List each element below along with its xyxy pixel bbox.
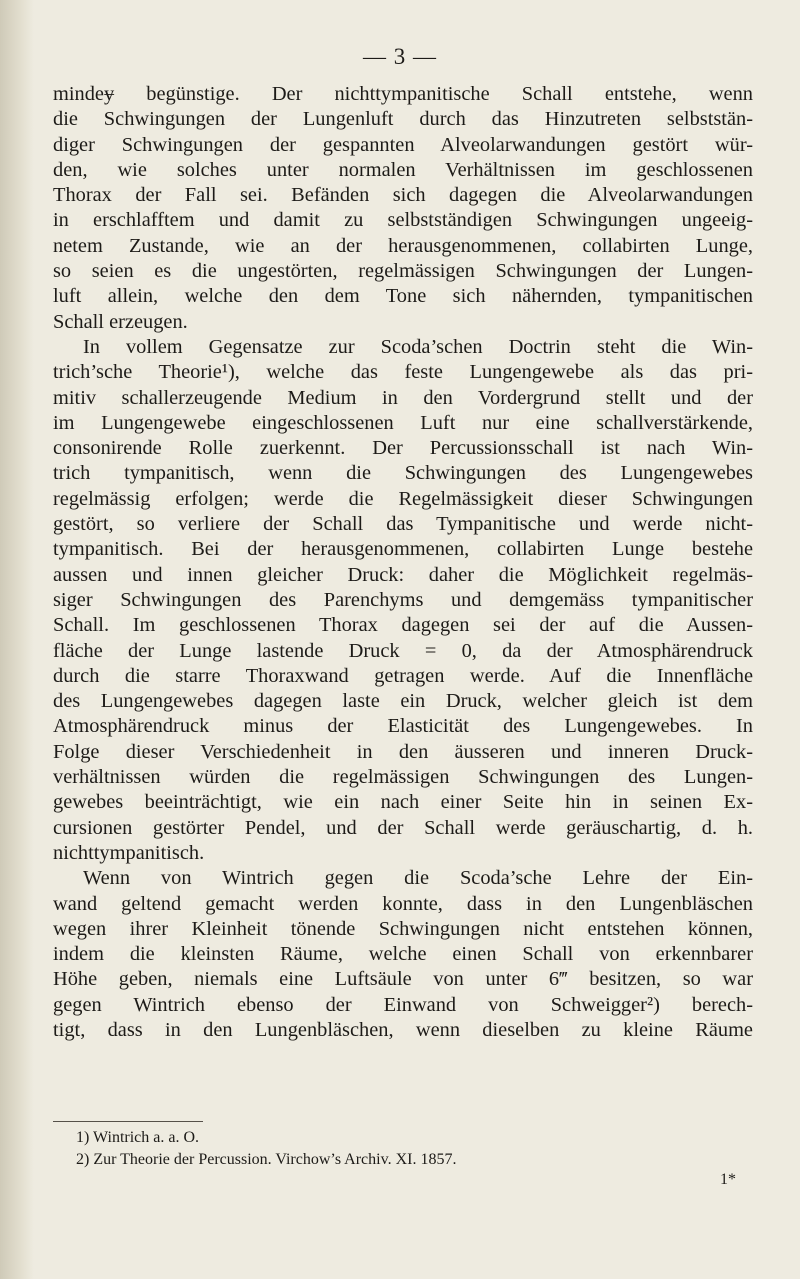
text-line: Atmosphärendruck minus der Elasticität des Lungengewebes. In	[53, 715, 753, 738]
footnote-2: 2) Zur Theorie der Percussion. Virchow’s Archiv. XI. 1857.	[76, 1151, 457, 1168]
text-line: siger Schwingungen des Parenchyms und demgemäss tympanitischer	[53, 588, 753, 611]
text-line: tympanitisch. Bei der herausgenommenen, collabirten Lunge bestehe	[53, 538, 753, 561]
page-number: — 3 —	[363, 44, 437, 69]
text-line: fläche der Lunge lastende Druck = 0, da der Atmosphärendruck	[53, 639, 753, 662]
text-line: netem Zustande, wie an der herausgenommenen, collabirten Lunge,	[53, 234, 753, 257]
text-line: wegen ihrer Kleinheit tönende Schwingungen nicht entstehen können,	[53, 917, 753, 940]
text-line: consonirende Rolle zuerkennt. Der Percussionsschall ist nach Win-	[53, 437, 753, 460]
text-line: nichttympanitisch.	[53, 841, 205, 864]
text-line: durch die starre Thoraxwand getragen werde. Auf die Innenfläche	[53, 664, 753, 687]
footnote-divider	[53, 1121, 203, 1122]
text-line: tigt, dass in den Lungenbläschen, wenn dieselben zu kleine Räume	[53, 1018, 753, 1041]
text-line: indem die kleinsten Räume, welche einen Schall von erkennbarer	[53, 943, 753, 966]
text-line: verhältnissen würden die regelmässigen Schwingungen des Lungen-	[53, 766, 753, 789]
signature-mark: 1*	[720, 1171, 736, 1188]
text-line: Höhe geben, niemals eine Luftsäule von unter 6‴ besitzen, so war	[53, 968, 753, 991]
text-line: cursionen gestörter Pendel, und der Schall werde geräuschartig, d. h.	[53, 816, 753, 839]
text-line: die Schwingungen der Lungenluft durch das Hinzutreten selbststän-	[53, 108, 753, 131]
text-line: Wenn von Wintrich gegen die Scoda’sche Lehre der Ein-	[83, 867, 753, 890]
text-line: In vollem Gegensatze zur Scoda’schen Doctrin steht die Win-	[83, 335, 753, 358]
binding-gutter	[0, 0, 34, 1279]
text-line: trich tympanitisch, wenn die Schwingungen des Lungengewebes	[53, 462, 753, 485]
text-line: gestört, so verliere der Schall das Tympanitische und werde nicht-	[53, 513, 753, 536]
text-line: mitiv schallerzeugende Medium in den Vordergrund stellt und der	[53, 386, 753, 409]
text-line: regelmässig erfolgen; werde die Regelmässigkeit dieser Schwingungen	[53, 487, 753, 510]
text-line: in erschlafftem und damit zu selbstständigen Schwingungen ungeeig-	[53, 209, 753, 232]
text-line: Thorax der Fall sei. Befänden sich dagegen die Alveolarwandungen	[53, 184, 753, 207]
text-line: diger Schwingungen der gespannten Alveolarwandungen gestört wür-	[53, 133, 753, 156]
text-line: trich’sche Theorie¹), welche das feste Lungengewebe als das pri-	[53, 361, 753, 384]
text-line: den, wie solches unter normalen Verhältnissen im geschlossenen	[53, 158, 753, 181]
text-line: gegen Wintrich ebenso der Einwand von Schweigger²) berech-	[53, 993, 753, 1016]
footnote-1: 1) Wintrich a. a. O.	[76, 1129, 200, 1146]
footnotes	[76, 1127, 746, 1171]
text-line: so seien es die ungestörten, regelmässigen Schwingungen der Lungen-	[53, 260, 753, 283]
text-line: Schall. Im geschlossenen Thorax dagegen sei der auf die Aussen-	[53, 614, 753, 637]
text-line: luft allein, welche den dem Tone sich nähernden, tympanitischen	[53, 285, 753, 308]
text-line: Schall erzeugen.	[53, 310, 188, 333]
text-line: wand geltend gemacht werden konnte, dass in den Lungenbläschen	[53, 892, 753, 915]
text-line: gewebes beeinträchtigt, wie ein nach einer Seite hin in seinen Ex-	[53, 791, 753, 814]
text-line: mindeɏ begünstige. Der nichttympanitische Schall entstehe, wenn	[53, 83, 753, 105]
body-text	[53, 82, 753, 1043]
text-line: des Lungengewebes dagegen laste ein Druck, welcher gleich ist dem	[53, 690, 753, 713]
text-line: Folge dieser Verschiedenheit in den äusseren und inneren Druck-	[53, 740, 753, 763]
text-line: aussen und innen gleicher Druck: daher die Möglichkeit regelmäs-	[53, 563, 753, 586]
text-line: im Lungengewebe eingeschlossenen Luft nur eine schallverstärkende,	[53, 411, 753, 434]
